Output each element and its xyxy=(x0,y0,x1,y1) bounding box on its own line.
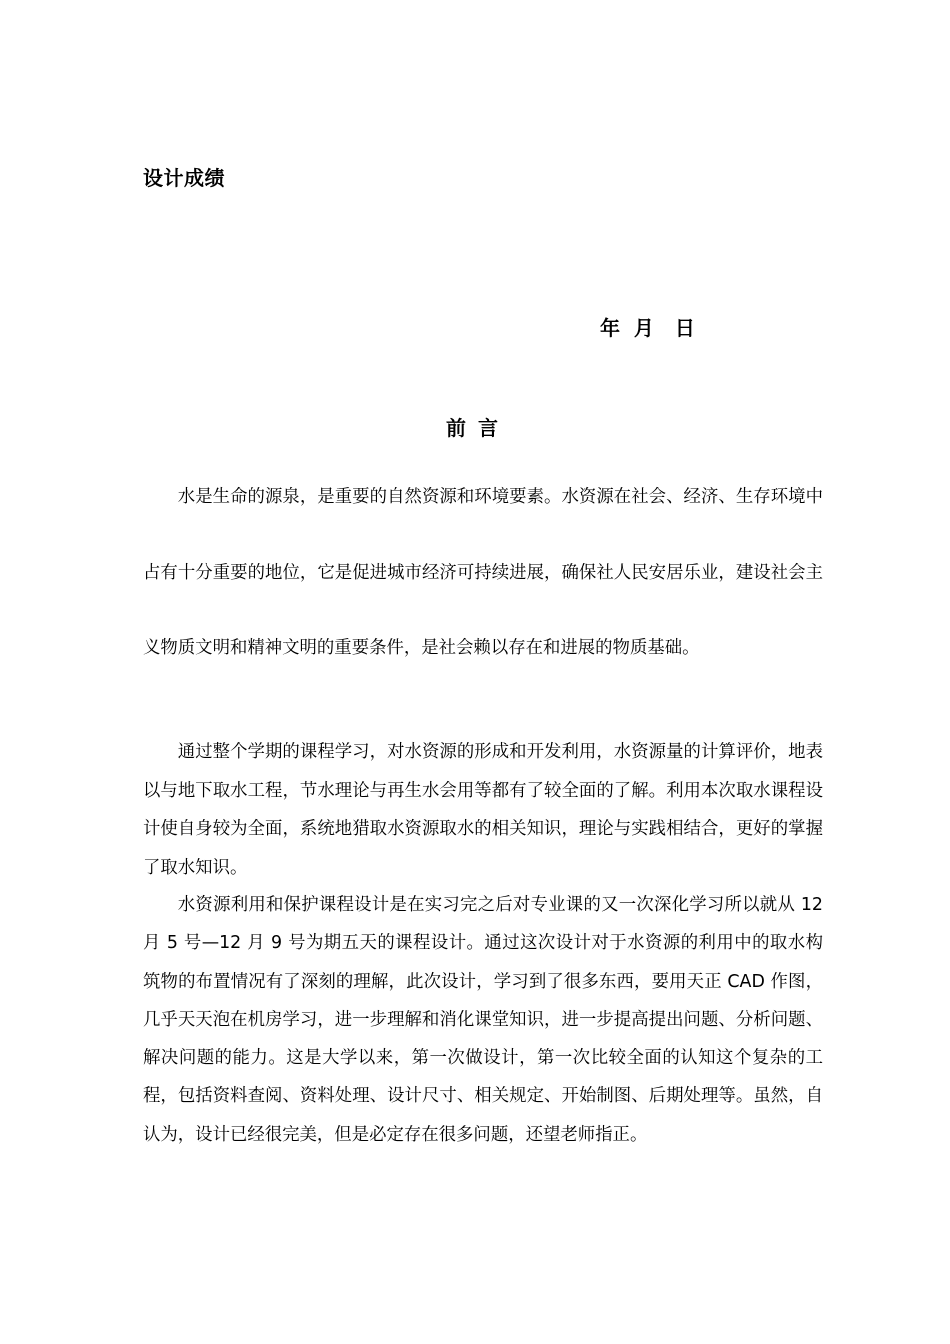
preface-title: 前言 xyxy=(446,416,510,440)
date-line: 年 月 日 xyxy=(600,316,695,340)
preface-paragraph-1: 水是生命的源泉，是重要的自然资源和环境要素。水资源在社会、经济、生存环境中占有十分重要的地位，它是促进城市经济可持续进展，确保社人民安居乐业，建设社会主义物质文明和精神文明的重要条件，是社会赖以存在和进展的物质基础。 xyxy=(143,487,823,658)
preface-paragraph-3: 水资源利用和保护课程设计是在实习完之后对专业课的又一次深化学习所以就从 12 月 5 号—12 月 9 号为期五天的课程设计。通过这次设计对于水资源的利用中的取水构筑物的布置情况有了深刻的理解，此次设计，学习到了很多东西，要用天正 CAD 作图，几乎天天泡在机房学习，进一步理解和消化课堂知识，进一步提高提出问题、分析问题、解决问题的能力。这是大学以来，第一次做设计，第一次比较全面的认知这个复杂的工程，包括资料查阅、资料处理、设计尺寸、相关规定、开始制图、后期处理等。虽然，自认为，设计已经很完美，但是必定存在很多问题，还望老师指正。 xyxy=(143,895,823,1145)
preface-paragraph-2: 通过整个学期的课程学习，对水资源的形成和开发利用，水资源量的计算评价，地表以与地下取水工程，节水理论与再生水会用等都有了较全面的了解。利用本次取水课程设计使自身较为全面，系统地猎取水资源取水的相关知识，理论与实践相结合，更好的掌握了取水知识。 xyxy=(143,742,823,878)
design-grade-label: 设计成绩 xyxy=(143,166,225,190)
